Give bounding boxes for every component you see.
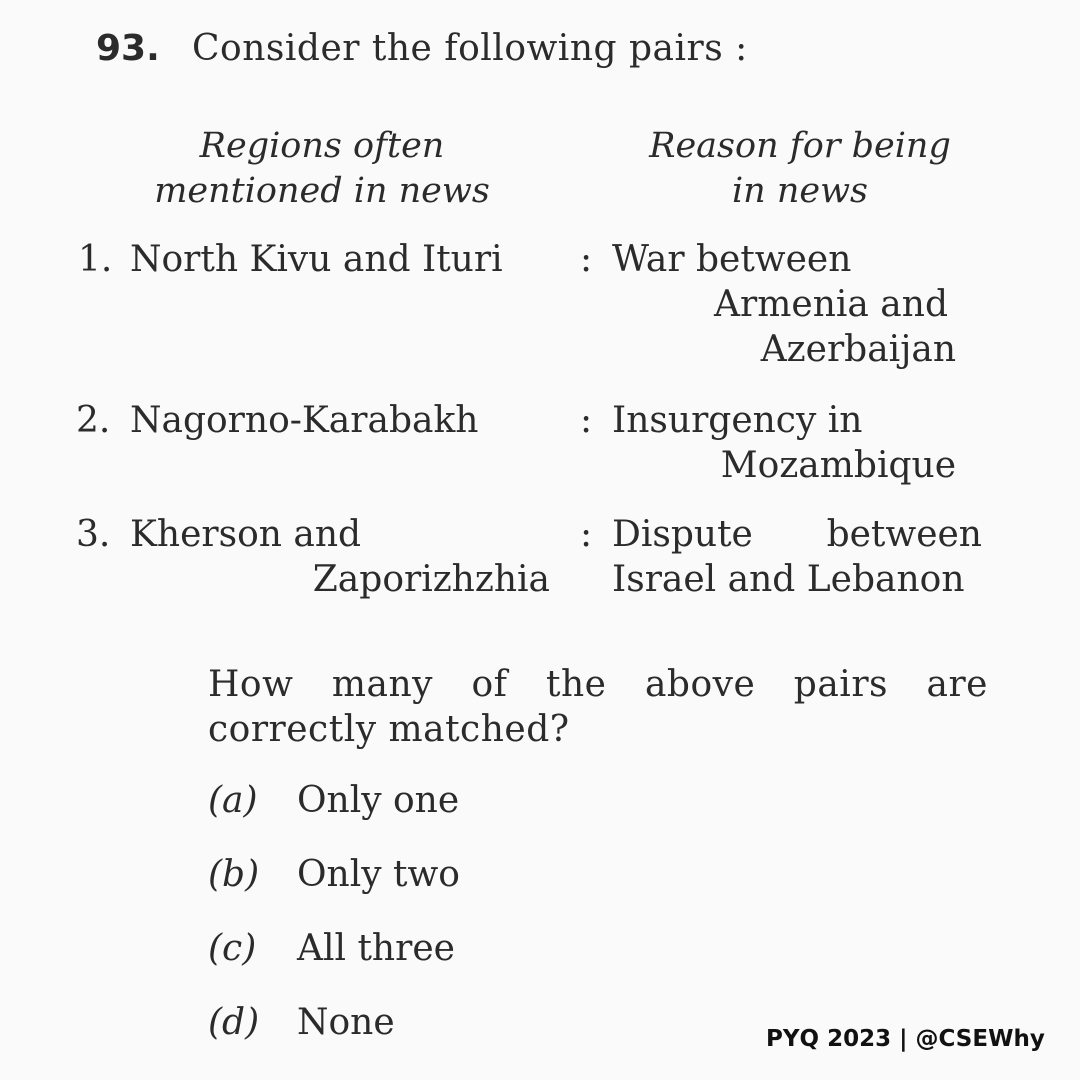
row-1-region: North Kivu and Ituri (130, 239, 503, 280)
row-3-reason-line2: Israel and Lebanon (612, 559, 965, 600)
question-prompt-line1: How many of the above pairs are (208, 664, 988, 705)
row-1-reason-line3: Azerbaijan (760, 329, 956, 370)
row-2-reason-line1: Insurgency in (612, 400, 863, 441)
row-3-region-line2: Zaporizhzhia (312, 559, 550, 600)
option-c-text: All three (297, 928, 455, 969)
row-3-separator: : (580, 514, 593, 555)
row-3-reason-line1: Dispute between (612, 514, 982, 555)
row-1-index: 1. (78, 239, 113, 280)
option-a-label: (a) (208, 780, 258, 821)
source-watermark: PYQ 2023 | @CSEWhy (766, 1026, 1045, 1052)
column-header-regions-line1: Regions often (199, 126, 445, 166)
column-header-reason-line1: Reason for being (649, 126, 951, 166)
row-2-reason-line2: Mozambique (720, 445, 956, 486)
row-3-region-line1: Kherson and (130, 514, 362, 555)
option-d-label: (d) (208, 1002, 260, 1043)
question-prompt-line2: correctly matched? (208, 709, 570, 750)
row-1-reason-line1: War between (612, 239, 852, 280)
question-number: 93. (96, 28, 160, 69)
row-2-region: Nagorno-Karabakh (130, 400, 479, 441)
option-b-label: (b) (208, 854, 260, 895)
option-a-text: Only one (297, 780, 460, 821)
option-b-text: Only two (297, 854, 460, 895)
column-header-regions-line2: mentioned in news (154, 171, 490, 211)
column-header-reason (615, 124, 985, 214)
option-d-text: None (297, 1002, 395, 1043)
row-1-reason-line2: Armenia and (714, 284, 948, 325)
row-3-index: 3. (76, 514, 111, 555)
question-prompt (208, 662, 988, 752)
question-stem: Consider the following pairs : (192, 28, 748, 69)
option-c-label: (c) (208, 928, 257, 969)
row-1-separator: : (580, 239, 593, 280)
column-header-regions (122, 124, 522, 214)
row-2-index: 2. (76, 400, 111, 441)
row-2-separator: : (580, 400, 593, 441)
column-header-reason-line2: in news (731, 171, 869, 211)
